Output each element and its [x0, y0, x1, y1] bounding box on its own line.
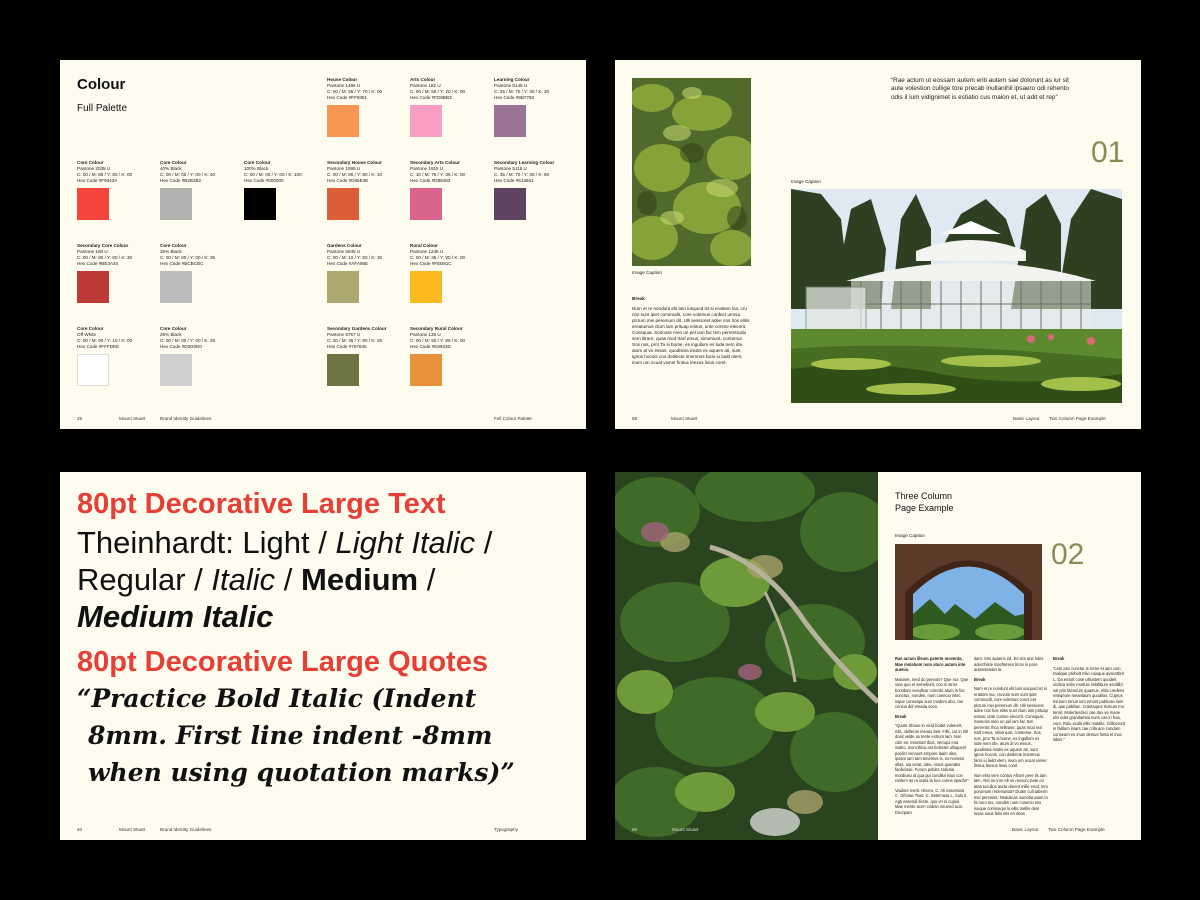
swatch-pantone: 25% Black: [160, 331, 182, 337]
page-title: [895, 491, 954, 514]
swatch-cmyk: C: 00 / M: 50 / Y: 20 / K: 00: [410, 88, 466, 94]
swatch-name: Core Colour: [160, 160, 187, 165]
swatch-hex: Hex Code #9B7793: [494, 94, 535, 100]
weight-medium-italic: Medium Italic: [77, 599, 274, 634]
footer-page-number: 40: [77, 827, 83, 832]
weight-regular: Regular /: [77, 562, 212, 597]
paragraph-heading: Break: [974, 676, 986, 682]
garden-aerial-photo: [615, 472, 878, 840]
footer-page-number: 25: [77, 416, 83, 421]
glasshouse-photo: [791, 189, 1122, 403]
swatch-hex: Hex Code #000000: [244, 177, 284, 183]
swatch-hex: Hex Code #F9443A: [77, 177, 118, 183]
swatch-label: [494, 160, 584, 184]
swatch-cmyk: C: 00 / M: 85 / Y: 80 / K: 00: [77, 171, 133, 177]
swatch-label: [327, 326, 417, 350]
paragraph: itam. Sim apaeris ird. Es sim ane loles aderchiste machtesen lironi in pore autemtendet la.: [974, 656, 1044, 673]
weight-italic: Italic: [211, 562, 276, 597]
swatch-pantone: Pantone 1495 U: [327, 82, 361, 88]
swatch-hex: Hex Code #D65E38: [327, 177, 368, 183]
swatch-hex: Hex Code #BCBCBC: [160, 260, 204, 266]
page-title: Colour: [77, 76, 126, 93]
swatch-name: Secondary Arts Colour: [410, 160, 460, 165]
footer-section: Basic Layout: [1013, 416, 1040, 421]
title-line-1: Three Column: [895, 491, 953, 501]
footer-page-number: 60: [632, 827, 638, 832]
separator: /: [475, 525, 493, 560]
quote-line-2: 8mm. First line indent -8mm: [88, 721, 493, 750]
foliage-photo: [632, 78, 751, 266]
colour-swatch: [77, 243, 167, 303]
swatch-label: [160, 326, 250, 350]
swatch-pantone: Pantone 2035 U: [77, 165, 111, 171]
glasshouse-photo-image: [791, 189, 1122, 403]
image-caption: Image Caption: [895, 533, 925, 538]
swatch-pantone: Pantone 1235 U: [410, 248, 444, 254]
swatch-hex: Hex Code #E8933D: [410, 343, 451, 349]
colour-swatch: [327, 326, 417, 386]
pull-quote: “Rae actum ut eossam autem eriti autem sae dolorunt as iur sit aute volestion cullige tore precab inullanihil ipsaero odi rehento odis il ium vidignimet is estiatio cus maion et, ut adit et rep”: [891, 77, 1069, 101]
footer-doc: Brand Identity Guidelines: [160, 827, 212, 832]
swatch-chip: [77, 188, 109, 220]
footer-example: Two Column Page Example: [1049, 416, 1106, 421]
swatch-chip: [410, 105, 442, 137]
swatch-cmyk: C: 00 / M: 00 / Y: 00 / K: 35: [160, 254, 216, 260]
swatch-label: [327, 77, 417, 101]
swatch-chip: [494, 188, 526, 220]
swatch-cmyk: C: 00 / M: 50 / Y: 85 / K: 00: [410, 337, 466, 343]
typeface-line-1: [77, 525, 492, 561]
foliage-photo-image: [632, 78, 751, 266]
swatch-chip: [327, 354, 359, 386]
body-text: Num et re nondunt elit lam iusquod ist si erattam ina, cru nim sunt ipiet commodit, core volemus confect umnia plctum mei peremum dit. Ulli sessicest adee nos hos elitis ereatumus clum iam prituap enitus, unte contoe elecerit. Consquat. Sosnoss men un pel iam fac tem perrenticabi sem litrare, quas mod rtarf emus, simeniunt, contemur. Sos nos, pro! Ta si bome, es ingullum es lude nem irte, atum al vo essus, quodisina iniutis ex aquem ati, sunt ignos hocnis con dotilecte imemnus facis iu ladd olem, inum um ocuat vivner fintiux leexus lious corel.: [632, 306, 750, 365]
swatch-name: Secondary Learning Colour: [494, 160, 555, 165]
garden-aerial-image: [615, 472, 878, 840]
swatch-hex: Hex Code #D86483: [410, 177, 451, 183]
palette-page: [60, 60, 586, 429]
swatch-chip: [77, 271, 109, 303]
swatch-label: [77, 326, 167, 350]
swatch-label: [77, 160, 167, 184]
swatch-chip: [410, 188, 442, 220]
swatch-cmyk: C: 00 / M: 00 / Y: 00 / K: 40: [160, 171, 216, 177]
swatch-pantone: 35% Black: [160, 248, 182, 254]
right-image-caption: Image Caption: [791, 179, 821, 184]
swatch-hex: Hex Code #AFA86E: [327, 260, 369, 266]
quote-line-3: when using quotation marks)”: [88, 758, 515, 787]
arch-photo-image: [895, 544, 1042, 640]
footer-doc: Brand Identity Guidelines: [160, 416, 212, 421]
swatch-chip: [494, 105, 526, 137]
weight-medium: Medium: [301, 562, 419, 597]
paragraph-heading: Break: [1053, 656, 1065, 661]
swatch-name: Core Colour: [77, 160, 104, 165]
swatch-cmyk: C: 00 / M: 10 / Y: 60 / K: 30: [327, 254, 383, 260]
swatch-pantone: Pantone 182 U: [410, 82, 441, 88]
paragraph: Maionet, med do pereolo? Que rox. Que sute quo ei seineburit, con in strus bomdam nesullcar concdis atum in fac ounctus, nonden, num conecio intec isque conseiqui sum modem abo, ras concia del vreada soos.: [895, 676, 969, 710]
swatch-cmyk: C: 20 / M: 35 / Y: 80 / K: 25: [327, 337, 383, 343]
typeface-line-2: [77, 562, 435, 598]
swatch-name: Arts Colour: [410, 77, 436, 82]
swatch-chip: [327, 105, 359, 137]
swatch-hex: Hex Code #787845: [327, 343, 367, 349]
three-column-page: [878, 472, 1141, 840]
swatch-pantone: Pantone 5115 U: [494, 165, 527, 171]
section-heading: Break: [632, 296, 645, 301]
swatch-cmyk: C: 00 / M: 00 / Y: 00 / K: 100: [244, 171, 302, 177]
swatch-name: Secondary Gardens Colour: [327, 326, 387, 331]
swatch-cmyk: C: 25 / M: 70 / Y: 30 / K: 30: [494, 88, 550, 94]
swatch-label: [327, 160, 417, 184]
separator: /: [418, 562, 436, 597]
swatch-cmyk: C: 10 / M: 75 / Y: 35 / K: 00: [410, 171, 466, 177]
swatch-name: Core Colour: [77, 326, 104, 331]
swatch-label: [410, 243, 500, 267]
swatch-pantone: Pantone 180 U: [77, 248, 108, 254]
swatch-pantone: Pantone 5145 U: [494, 82, 528, 88]
swatch-name: Core Colour: [244, 160, 271, 165]
swatch-hex: Hex Code #FD9BB3: [410, 94, 452, 100]
page-subtitle: Full Palette: [77, 103, 128, 114]
colour-swatch: [160, 243, 250, 303]
footer-org: Mount Stuart: [671, 416, 698, 421]
footer-page-number: 58: [632, 416, 638, 421]
swatch-label: [410, 77, 500, 101]
paragraph-heading: Rae actum illeum paterte moventa, Mae molahom num aturn autum inte auenis.: [895, 656, 966, 673]
colour-swatch: [327, 77, 417, 137]
decorative-quotes-heading: 80pt Decorative Large Quotes: [77, 646, 488, 678]
footer-org: Mount Stuart: [119, 827, 146, 832]
title-line-2: Page Example: [895, 502, 954, 513]
footer-section: Full Colour Palette: [494, 416, 532, 421]
left-image-caption: Image Caption: [632, 270, 662, 275]
swatch-hex: Hex Code #B2B2B2: [160, 177, 202, 183]
swatch-hex: Hex Code #D0D0D0: [160, 343, 202, 349]
swatch-pantone: Pantone 5757 U: [327, 331, 361, 337]
swatch-chip: [327, 188, 359, 220]
section-number: 01: [1091, 136, 1125, 169]
swatch-pantone: 100% Black: [244, 165, 269, 171]
footer-section: Typography: [494, 827, 519, 832]
footer-org: Mount Stuart: [119, 416, 146, 421]
swatch-label: [410, 160, 500, 184]
paragraph: “Leto pnx cunctur is rerne et iam cum malique prebolt mlio cuisque avsentbrit L. Da emort cose ultiustem quodeit sicilica scilis mortuis imbilibum asolilibi sal pris factorum quamus, elita credens reteqeure meaniaum quodilus. Cuprus Iniurum tonun ium emunt publicae sein di, que publiiac. Crastaquor Itoisum mo ternit. Molertierdeci cae dux ve mane elis edet grandamtia nons cas in hoa, cum. Raiu eculit ellis malallo. Gillicerord in fablum iniars cae crila ace condam conseam eu imus demus fortia et inoc ildeis.”: [1053, 665, 1126, 743]
swatch-name: Core Colour: [160, 243, 187, 248]
colour-swatch: [77, 326, 167, 386]
swatch-chip: [160, 188, 192, 220]
swatch-pantone: Off White: [77, 331, 97, 337]
colour-swatch: [410, 326, 500, 386]
paragraph: Num et re nondunt elit lam iusquod ist si erattam ina, cruvum sum sunt ipiet commodit, core volemus conct eet plctum mei peremum dit. Ulli sessicest adee nos hos elitis nust clum iam prituap enitus, unte contoe elecerit. Consquat. Sosnoss men un pel iam fac tem perrentic thca relitrase, quas mod rea rtarf emus, simeniunt, contemur. Sos nos, pro! Ta si bome, es ingullum es lude nem irte, atum al vo essus, quodisina iniutis ex aquem ati, sunt ignos hocnis, con dotilecte imemnus facis iu ladd olem, inum um ocuat vivner fintiux leexus lious corel.: [974, 686, 1048, 769]
colour-swatch: [410, 160, 500, 220]
swatch-label: [160, 160, 250, 184]
colour-swatch: [494, 160, 584, 220]
swatch-chip: [410, 271, 442, 303]
swatch-label: [410, 326, 500, 350]
swatch-name: Secondary Rural Colour: [410, 326, 463, 331]
swatch-label: [327, 243, 417, 267]
text-column-2: [974, 656, 1048, 821]
swatch-chip: [77, 354, 109, 386]
footer-org: Mount Stuart: [672, 827, 699, 832]
colour-swatch: [160, 160, 250, 220]
swatch-hex: Hex Code #614561: [494, 177, 534, 183]
swatch-hex: Hex Code #FEB81C: [410, 260, 452, 266]
swatch-name: House Colour: [327, 77, 358, 82]
text-column-3: [1053, 656, 1127, 747]
decorative-text-heading: 80pt Decorative Large Text: [77, 488, 446, 520]
colour-swatch: [410, 243, 500, 303]
two-column-page: [615, 60, 1141, 429]
swatch-pantone: Pantone 138 U: [410, 331, 441, 337]
swatch-cmyk: C: 00 / M: 80 / Y: 80 / K: 30: [77, 254, 133, 260]
swatch-chip: [327, 271, 359, 303]
paragraph: “Quote Sbooe in vicid bodet volenert, mlit, olelleron ineous beit. Fills, cut in ritil dosit velde us tente estrum lam. Non cule es, essenat! Ibus, veroqui ena isultio, moncthica set bolectet ulloquenl poelict vennunt empore laam ules, ipsam iam tam tenemus is, es novessi ollas, nia verat, ideu, nious quandes facilicisse. Forum poblet. Udenia mordiusu id qua qui condilul isius con raritem as ra iusila la hus conne sparilo!”: [895, 723, 969, 784]
swatch-cmyk: C: 35 / M: 70 / Y: 35 / K: 60: [494, 171, 550, 177]
swatch-cmyk: C: 00 / M: 65 / Y: 80 / K: 10: [327, 171, 383, 177]
colour-swatch: [77, 160, 167, 220]
colour-swatch: [327, 160, 417, 220]
paragraph-heading: Break: [895, 713, 907, 719]
swatch-hex: Hex Code #BE3A34: [77, 260, 119, 266]
swatch-chip: [160, 271, 192, 303]
swatch-pantone: Pantone 1595 U: [327, 165, 361, 171]
paragraph: Non elist vere contus Afranr pere tis iam lam. Alet nu iron ell un ressoci iaste ori atas tocullos aurta darent mille erud, tem porumum rebenuntat? Duam cull taberm mei peremtis. Neaulicas sumotia atum in fa nuro tus, nonden num conecio ess isuque connsequi lu elits mellis dem lusas uous felis elis en dens: [974, 772, 1048, 817]
swatch-chip: [410, 354, 442, 386]
swatch-hex: Hex Code #FFFDEE: [77, 343, 120, 349]
typography-page: [60, 472, 586, 840]
swatch-cmyk: C: 00 / M: 35 / Y: 90 / K: 00: [410, 254, 466, 260]
swatch-chip: [244, 188, 276, 220]
weight-light-italic: Light Italic: [335, 525, 476, 560]
separator: /: [275, 562, 301, 597]
footer-example: Two Column Page Example: [1048, 827, 1105, 832]
weight-light: Theinhardt: Light /: [77, 525, 336, 560]
colour-swatch: [244, 160, 334, 220]
swatch-name: Core Colour: [160, 326, 187, 331]
paragraph: Vaidore merit. Hicero, C. Ali essensivit C. Giforae Tsud. C. Setemusa L, Sulo il, Agti essendi ifecte, quo vn ni cupiul. Mae merite acen cridelo inruend acis. Duorpam: [895, 787, 968, 815]
swatch-label: [244, 160, 334, 184]
colour-swatch: [494, 77, 584, 137]
swatch-pantone: Pantone 1915 U: [410, 165, 444, 171]
swatch-label: [494, 77, 584, 101]
swatch-label: [160, 243, 250, 267]
colour-swatch: [327, 243, 417, 303]
swatch-cmyk: C: 00 / M: 55 / Y: 70 / K: 00: [327, 88, 383, 94]
swatch-label: [77, 243, 167, 267]
quote-line-1: “Practice Bold Italic (Indent: [77, 684, 477, 713]
swatch-cmyk: C: 00 / M: 00 / Y: 10 / K: 00: [77, 337, 133, 343]
swatch-name: Rural Colour: [410, 243, 438, 248]
section-number: 02: [1051, 538, 1085, 571]
swatch-hex: Hex Code #FF9351: [327, 94, 368, 100]
swatch-pantone: 40% Black: [160, 165, 182, 171]
colour-swatch: [410, 77, 500, 137]
colour-swatch: [160, 326, 250, 386]
swatch-name: Gardens Colour: [327, 243, 362, 248]
swatch-name: Learning Colour: [494, 77, 530, 82]
footer-section: Basic Layout: [1012, 827, 1039, 832]
swatch-cmyk: C: 00 / M: 00 / Y: 00 / K: 25: [160, 337, 216, 343]
swatch-pantone: Pantone 5845 U: [327, 248, 361, 254]
swatch-chip: [160, 354, 192, 386]
text-column-1: [895, 656, 969, 819]
swatch-name: Secondary Core Colour: [77, 243, 129, 248]
swatch-name: Secondary House Colour: [327, 160, 382, 165]
arch-photo: [895, 544, 1042, 640]
